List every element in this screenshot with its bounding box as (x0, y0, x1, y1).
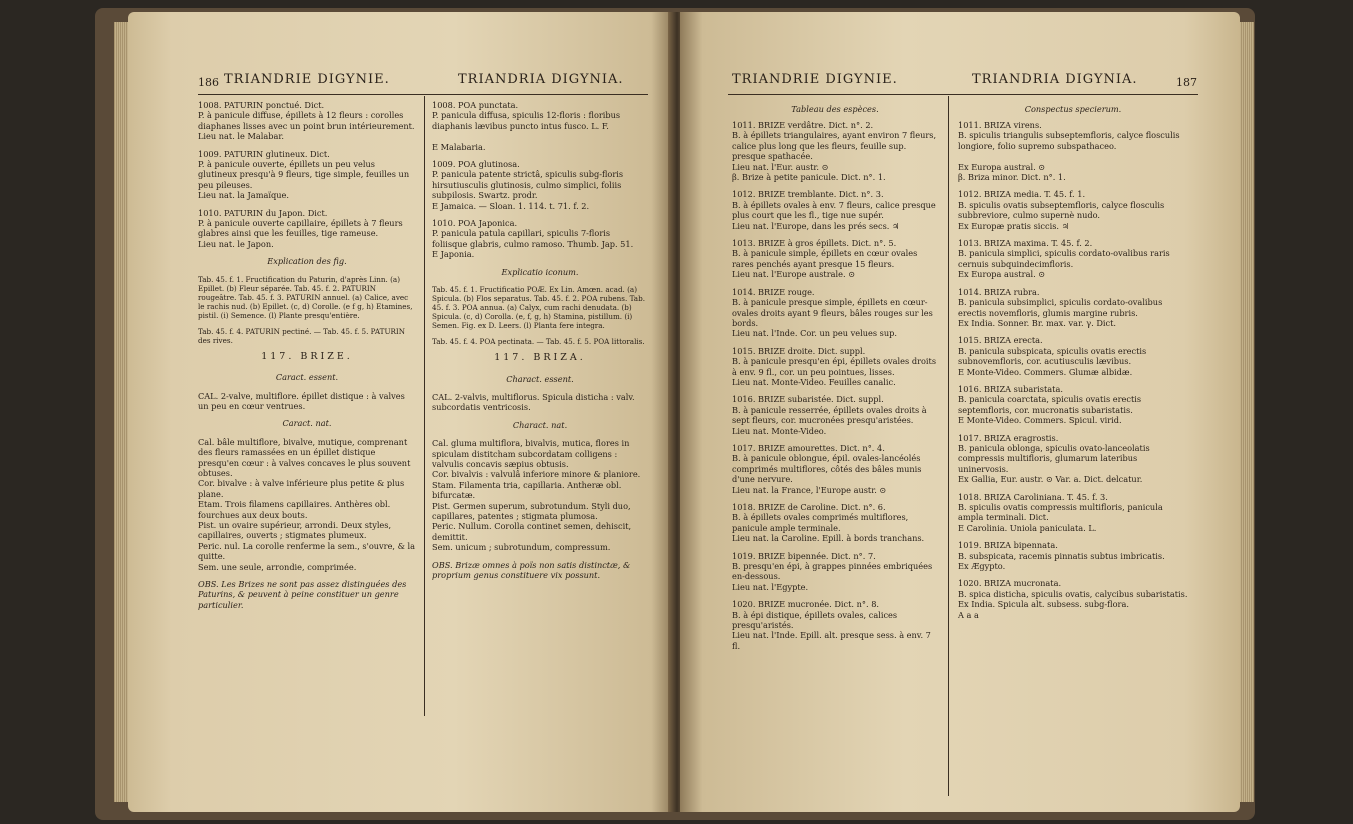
text-paragraph: Cal. bâle multiflore, bivalve, mutique, comprenant des fleurs ramassées en un épillet distique presqu'en cœur : à valves concaves le plus souvent obtuses. Cor. bivalve : à valve inférieure plus petite & plus plane. Etam. Trois filamens capillaires. Anthères obl. fourchues aux deux bouts. Pist. un ovaire supérieur, arrondi. Deux styles, capillaires, ouverts ; stigmates plumeux. Peric. nul. La corolle renferme la sem., s'ouvre, & la quitte. Sem. une seule, arrondie, comprimée. (198, 436, 416, 572)
section-caption: Charact. essent. (506, 373, 574, 384)
text-paragraph: 1012. BRIZA media. T. 45. f. 1. B. spiculis ovatis subseptemfloris, calyce flosculis subbreviore, culmo supernè nudo. Ex Europæ pratis siccis. ♃ (958, 189, 1165, 231)
french-table-title: Tableau des espèces. (791, 104, 879, 114)
section-caption: Caract. essent. (275, 372, 339, 383)
text-paragraph: OBS. Les Brizes ne sont pas assez distinguées des Paturins, & peuvent à peine constituer un genre particulier. (198, 579, 407, 610)
text-paragraph: CAL. 2-valvis, multiflorus. Spicula disticha : valv. subcordatis ventricosis. (432, 391, 635, 413)
text-paragraph: 1014. BRIZA rubra. B. panicula subsimplici, spiculis cordato-ovalibus erectis novemfloris, glumis margine rubris. Ex India. Sonner. Br. max. var. γ. Dict. (958, 286, 1163, 328)
latin-table-title: Conspectus specierum. (1024, 104, 1122, 114)
text-paragraph: Tab. 45. f. 1. Fructificatio POÆ. Ex Lin. Amœn. acad. (a) Spicula. (b) Flos separatus. Tab. 45. f. 2. POA rubens. Tab. 45. f. 3. POA annua. (a) Calyx, cum rachi denudata. (b) Spicula. (c, d) Corolla. (e, f, g, h) Stamina, pistillum. (i) Semen. Fig. ex D. Leers. (l) Planta fere integra. (432, 285, 645, 331)
left-page (128, 12, 673, 812)
header-rule (728, 94, 1198, 95)
text-paragraph: 1008. POA punctata. P. panicula diffusa, spiculis 12-floris : floribus diaphanis lævibus puncto intus fusco. L. F. E Malabaria. (432, 100, 621, 152)
header-latin: TRIANDRIA DIGYNIA. (458, 72, 624, 87)
page-edges-right (1240, 22, 1254, 802)
section-caption: Caract. nat. (282, 418, 332, 429)
text-paragraph: 1014. BRIZE rouge. B. à panicule presque simple, épillets en cœur-ovales droits ayant 9 fleurs, bâles rouges sur les bords. Lieu nat. l'Inde. Cor. un peu velues sup. (732, 286, 933, 339)
header-french: TRIANDRIE DIGYNIE. (732, 72, 898, 87)
text-paragraph: 1011. BRIZA virens. B. spiculis triangulis subseptemfloris, calyce flosculis longiore, folio supremo subspathaceo. Ex Europa austral. ⊙ β. Briza minor. Dict. n°. 1. (958, 120, 1180, 183)
page-number: 186 (198, 76, 219, 89)
text-paragraph: 1009. PATURIN glutineux. Dict. P. à panicule ouverte, épillets un peu velus glutineux presqu'à 9 fleurs, tige simple, feuilles un peu pileuses. Lieu nat. la Jamaïque. (198, 148, 410, 201)
header-french: TRIANDRIE DIGYNIE. (224, 72, 390, 87)
text-paragraph: CAL. 2-valve, multiflore. épillet distique : à valves un peu en cœur ventrues. (198, 390, 405, 411)
text-paragraph: 1010. POA Japonica. P. panicula patula capillari, spiculis 7-floris foliisque glabris, culmo ramoso. Thumb. Jap. 51. E Japonia. (432, 218, 634, 260)
french-column (198, 100, 416, 617)
latin-column (432, 100, 648, 587)
text-paragraph: 1009. POA glutinosa. P. panicula patente strictâ, spiculis subg-floris hirsutiusculis glutinosis, culmo simplici, foliis subpilosis. Swartz. prodr. E Jamaica. — Sloan. 1. 114. t. 71. f. 2. (432, 159, 624, 211)
text-paragraph: 1020. BRIZE mucronée. Dict. n°. 8. B. à épi distique, épillets ovales, calices presqu'aristés. Lieu nat. l'Inde. Epill. alt. presque sess. à env. 7 fl. (732, 599, 931, 651)
text-paragraph: 1017. BRIZA eragrostis. B. panicula oblonga, spiculis ovato-lanceolatis compressis multifloris, glumarum lateribus uninervosis. Ex Gallia, Eur. austr. ⊙ Var. a. Dict. delcatur. (958, 432, 1150, 485)
section-caption: Charact. nat. (512, 419, 568, 430)
text-paragraph: 1013. BRIZA maxima. T. 45. f. 2. B. panicula simplici, spiculis cordato-ovalibus raris cernuis subquindecimfloris. Ex Europa austral. ⊙ (958, 238, 1170, 280)
section-caption: Explicatio iconum. (501, 266, 579, 277)
french-column (732, 120, 940, 658)
text-paragraph: 1019. BRIZA bipennata. B. subspicata, racemis pinnatis subtus imbricatis. Ex Ægypto. (958, 540, 1165, 572)
column-divider (424, 96, 425, 716)
text-paragraph: OBS. Brizæ omnes à poïs non satis distinctæ, & proprium genus constituere vix possunt. (432, 559, 631, 580)
right-page (680, 12, 1240, 812)
text-paragraph: 1017. BRIZE amourettes. Dict. n°. 4. B. à panicule oblongue, épil. ovales-lancéolés comprimés multiflores, côtés des bâles munis d'une nervure. Lieu nat. la France, l'Europe austr. ⊙ (732, 442, 922, 495)
genus-heading: 117. BRIZE. (261, 350, 353, 362)
header-rule (198, 94, 648, 95)
text-paragraph: 1015. BRIZE droite. Dict. suppl. B. à panicule presqu'en épi, épillets ovales droits à env. 9 fl., cor. un peu pointues, lisses. Lieu nat. Monte-Video. Feuilles canalic. (732, 345, 937, 387)
genus-heading: 117. BRIZA. (494, 352, 586, 364)
text-paragraph: 1012. BRIZE tremblante. Dict. n°. 3. B. à épillets ovales à env. 7 fleurs, calice presque plus court que les fl., tige nue supér. Lieu nat. l'Europe, dans les prés secs. ♃ (732, 189, 936, 231)
page-edges-left (114, 22, 128, 802)
text-paragraph: 1018. BRIZE de Caroline. Dict. n°. 6. B. à épillets ovales comprimés multiflores, panicule ample terminale. Lieu nat. la Caroline. Epill. à bords tranchans. (732, 502, 925, 544)
text-paragraph: 1013. BRIZE à gros épillets. Dict. n°. 5. B. à panicule simple, épillets en cœur ovales rares penchés ayant presque 15 fleurs. Lieu nat. l'Europe australe. ⊙ (732, 238, 918, 280)
page-number: 187 (1176, 76, 1197, 89)
text-paragraph: Tab. 45. f. 1. Fructification du Paturin, d'après Linn. (a) Epillet. (b) Fleur séparée. Tab. 45. f. 2. PATURIN rougeâtre. Tab. 45. f. 3. PATURIN annuel. (a) Calice, avec le rachis nud. (b) Epillet. (c, d) Corolle. (e f g, h) Etamines, pistil. (i) Semence. (l) Plante presqu'entière. (198, 274, 413, 320)
text-paragraph: 1011. BRIZE verdâtre. Dict. n°. 2. B. à épillets triangulaires, ayant environ 7 fleurs, calice plus long que les fleurs, feuille sup. presque spathacée. Lieu nat. l'Eur. austr. ⊙ β. Brize à petite panicule. Dict. n°. 1. (732, 120, 937, 183)
text-paragraph: 1019. BRIZE bipennée. Dict. n°. 7. B. presqu'en épi, à grappes pinnées embriquées en-dessous. Lieu nat. l'Egypte. (732, 550, 933, 592)
text-paragraph: 1010. PATURIN du Japon. Dict. P. à panicule ouverte capillaire, épillets à 7 fleurs glabres ainsi que les feuilles, tige rameuse. Lieu nat. le Japon. (198, 207, 403, 249)
latin-column (958, 120, 1188, 627)
text-paragraph: 1016. BRIZA subaristata. B. panicula coarctata, spiculis ovatis erectis septemfloris, cor. mucronatis subaristatis. E Monte-Video. Commers. Spicul. virid. (958, 383, 1142, 426)
column-divider (948, 96, 949, 796)
text-paragraph: 1015. BRIZA erecta. B. panicula subspicata, spiculis ovatis erectis subnovemfloris, cor. acutiusculis lævibus. E Monte-Video. Commers. Glumæ albidæ. (958, 335, 1147, 377)
text-paragraph: 1018. BRIZA Caroliniana. T. 45. f. 3. B. spiculis ovatis compressis multifloris, panicula ampla terminali. Dict. E Carolinia. Uniola paniculata. L. (958, 491, 1163, 533)
section-caption: Explication des fig. (267, 256, 347, 267)
text-paragraph: 1020. BRIZA mucronata. B. spica disticha, spiculis ovatis, calycibus subaristatis. Ex India. Spicula alt. subsess. subg-flora. A a a (958, 578, 1188, 620)
text-paragraph: Tab. 45. f. 4. PATURIN pectiné. — Tab. 45. f. 5. PATURIN des rives. (198, 326, 406, 345)
text-paragraph: 1008. PATURIN ponctué. Dict. P. à panicule diffuse, épillets à 12 fleurs : corolles diaphanes lisses avec un point brun intérieurement. Lieu nat. le Malabar. (198, 100, 415, 142)
header-latin: TRIANDRIA DIGYNIA. (972, 72, 1138, 87)
text-paragraph: Tab. 45. f. 4. POA pectinata. — Tab. 45. f. 5. POA littoralis. (432, 337, 645, 347)
text-paragraph: 1016. BRIZE subaristée. Dict. suppl. B. à panicule resserrée, épillets ovales droits à sept fleurs, cor. mucronées presqu'aristées. Lieu nat. Monte-Video. (732, 394, 927, 436)
text-paragraph: Cal. gluma multiflora, bivalvis, mutica, flores in spiculam distitcham subcordatam colligens : valvulis concavis sæpius obtusis. Cor. bivalvis : valvulâ inferiore minore & planiore. Stam. Filamenta tria, capillaria. Antheræ obl. bifurcatæ. Pist. Germen superum, subrotundum. Styli duo, capillares, patentes ; stigmata plumosa. Peric. Nullum. Corolla continet semen, dehiscit, demittit. Sem. unicum ; subrotundum, compressum. (432, 438, 641, 553)
